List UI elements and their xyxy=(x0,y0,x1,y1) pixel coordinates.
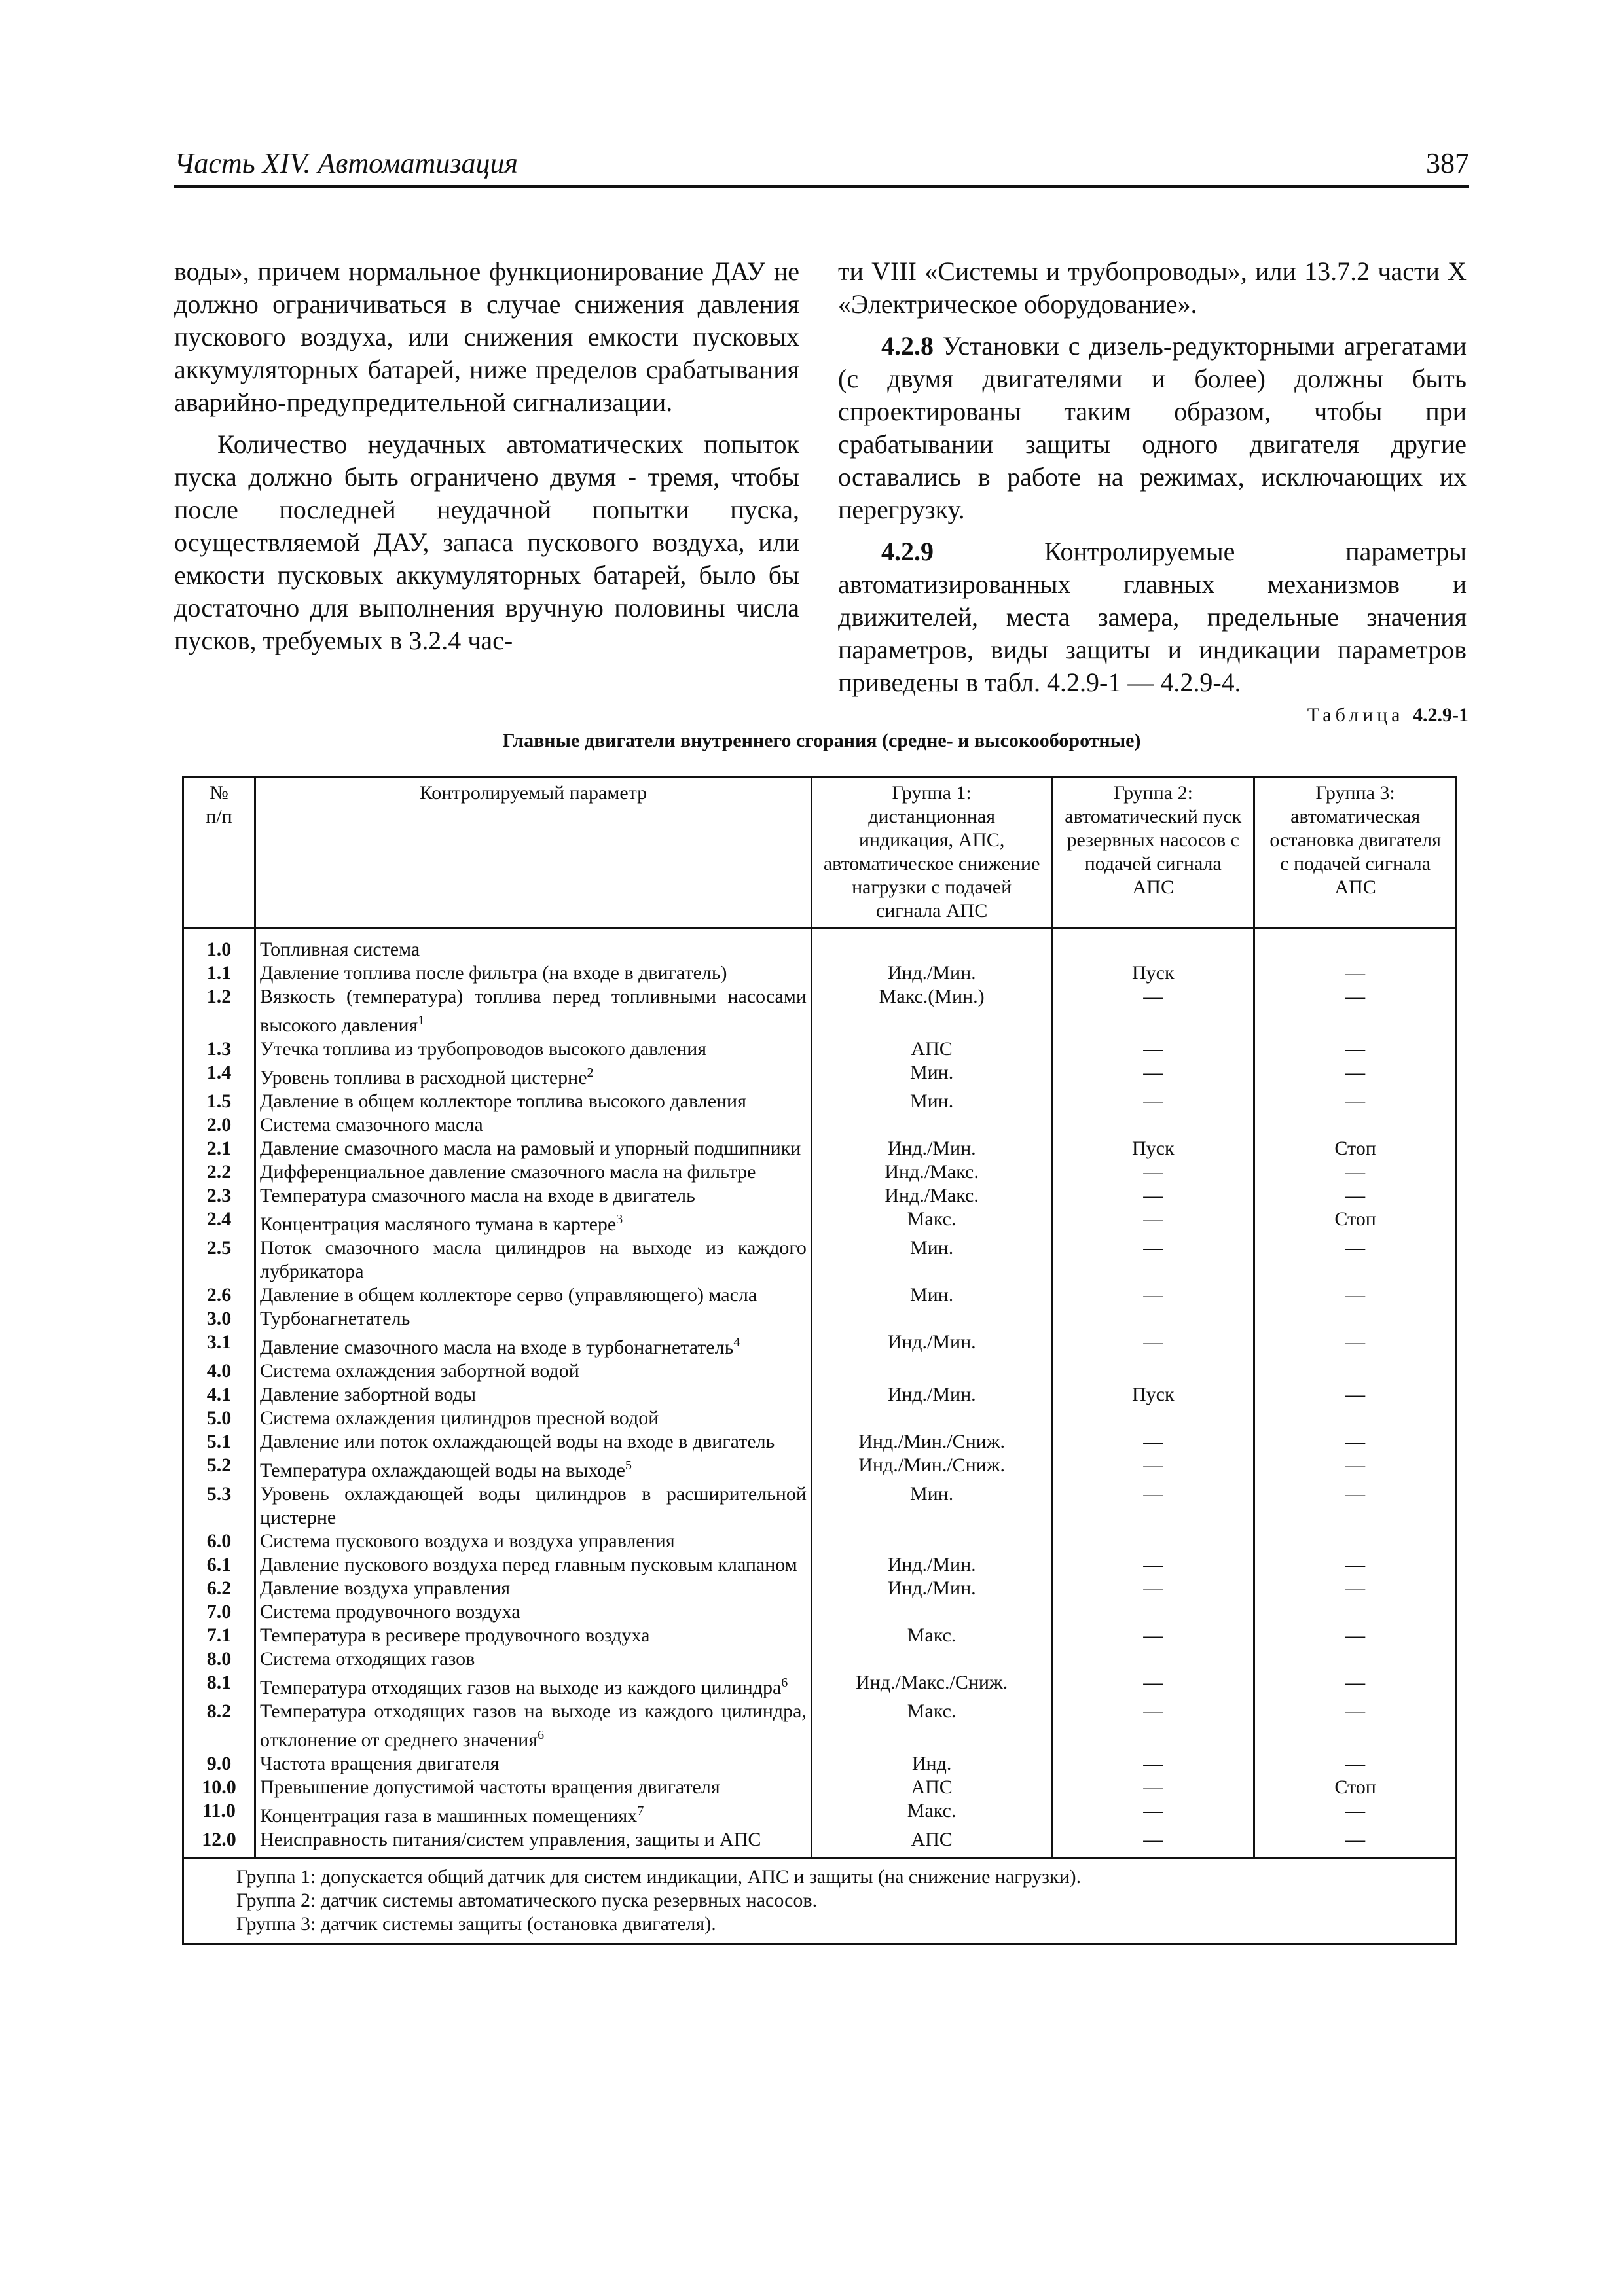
table-row xyxy=(183,1530,1457,1553)
cell-g3: — xyxy=(1254,1090,1457,1113)
cell-number: 9.0 xyxy=(183,1752,255,1776)
header-parameter: Контролируемый параметр xyxy=(255,777,812,928)
footnote-mark: 6 xyxy=(781,1676,788,1690)
cell-g1: Инд./Макс./Сниж. xyxy=(811,1671,1051,1700)
cell-g2: Пуск xyxy=(1052,961,1254,985)
cell-number: 7.0 xyxy=(183,1600,255,1624)
parameter-text: Уровень топлива в расходной цистерне xyxy=(260,1067,587,1088)
cell-number: 2.0 xyxy=(183,1113,255,1137)
footnote-mark: 2 xyxy=(587,1066,594,1080)
cell-g1: Мин. xyxy=(811,1482,1051,1530)
cell-parameter xyxy=(255,1383,812,1407)
table-row xyxy=(183,985,1457,1037)
parameter-text: Давление воздуха управления xyxy=(260,1577,511,1599)
cell-g3: — xyxy=(1254,1828,1457,1858)
paragraph-text: Установки с дизель-редукторными агрегатами (с двумя двигателями и более) должны быть спроектированы таким образом, чтобы при срабатывании защиты одного двигателя другие оставались в работе на режимах, исключающих их перегрузку. xyxy=(838,331,1467,524)
cell-g3: Стоп xyxy=(1254,1776,1457,1799)
cell-parameter xyxy=(255,1799,812,1828)
table-row xyxy=(183,1160,1457,1184)
table-notes-row xyxy=(183,1858,1457,1944)
cell-number: 12.0 xyxy=(183,1828,255,1858)
cell-parameter xyxy=(255,1137,812,1160)
footnote-mark: 5 xyxy=(625,1458,632,1473)
parameter-text: Температура в ресивере продувочного воздуха xyxy=(260,1624,650,1646)
cell-number: 1.3 xyxy=(183,1037,255,1061)
table-row xyxy=(183,1482,1457,1530)
table-row xyxy=(183,1430,1457,1454)
cell-g2: — xyxy=(1052,1236,1254,1283)
cell-number: 2.6 xyxy=(183,1283,255,1307)
cell-g1 xyxy=(811,1600,1051,1624)
cell-g3 xyxy=(1254,1307,1457,1331)
footnote-mark: 3 xyxy=(616,1212,623,1227)
header-number: № п/п xyxy=(183,777,255,928)
right-text-column xyxy=(838,255,1467,708)
cell-parameter xyxy=(255,1307,812,1331)
cell-g2 xyxy=(1052,928,1254,962)
parameter-text: Температура отходящих газов на выходе из каждого цилиндра xyxy=(260,1677,782,1698)
cell-number: 1.2 xyxy=(183,985,255,1037)
cell-parameter xyxy=(255,1061,812,1090)
cell-g1: Инд./Мин. xyxy=(811,1577,1051,1600)
cell-g3: — xyxy=(1254,1553,1457,1577)
section-number: 4.2.8 xyxy=(881,331,934,361)
table-row xyxy=(183,1383,1457,1407)
cell-g1: Инд./Мин. xyxy=(811,1331,1051,1359)
cell-number: 8.1 xyxy=(183,1671,255,1700)
table-row xyxy=(183,1090,1457,1113)
paragraph: ти VIII «Системы и трубопроводы», или 13.7.2 части X «Электрическое оборудование». xyxy=(838,257,1467,319)
cell-g3: — xyxy=(1254,1236,1457,1283)
cell-number: 11.0 xyxy=(183,1799,255,1828)
table-row xyxy=(183,1553,1457,1577)
note: Группа 2: датчик системы автоматического пуска резервных насосов. xyxy=(236,1890,818,1911)
cell-g3 xyxy=(1254,1407,1457,1430)
cell-g3: — xyxy=(1254,1037,1457,1061)
table-row xyxy=(183,1407,1457,1430)
cell-number: 2.1 xyxy=(183,1137,255,1160)
parameter-text: Давление топлива после фильтра (на входе в двигатель) xyxy=(260,962,727,984)
parameter-text: Дифференциальное давление смазочного масла на фильтре xyxy=(260,1161,756,1183)
cell-parameter xyxy=(255,1113,812,1137)
cell-parameter xyxy=(255,961,812,985)
cell-number: 2.4 xyxy=(183,1208,255,1236)
parameter-text: Утечка топлива из трубопроводов высокого давления xyxy=(260,1038,707,1060)
cell-g2: — xyxy=(1052,1283,1254,1307)
cell-parameter xyxy=(255,1530,812,1553)
cell-g2: — xyxy=(1052,1577,1254,1600)
table-row xyxy=(183,1113,1457,1137)
cell-parameter xyxy=(255,1577,812,1600)
cell-g3: — xyxy=(1254,1331,1457,1359)
cell-g2: — xyxy=(1052,1454,1254,1482)
cell-parameter xyxy=(255,1407,812,1430)
page-number: 387 xyxy=(1426,147,1469,179)
cell-g1: Мин. xyxy=(811,1283,1051,1307)
cell-g3 xyxy=(1254,1359,1457,1383)
table-caption xyxy=(1307,704,1468,726)
parameter-text: Поток смазочного масла цилиндров на выходе из каждого лубрикатора xyxy=(260,1237,807,1282)
cell-g2 xyxy=(1052,1307,1254,1331)
table-caption-number: 4.2.9-1 xyxy=(1413,704,1468,726)
cell-g2: Пуск xyxy=(1052,1383,1254,1407)
table-body xyxy=(183,928,1457,1858)
cell-g3: — xyxy=(1254,1430,1457,1454)
cell-g1: Инд. xyxy=(811,1752,1051,1776)
parameter-text: Температура охлаждающей воды на выходе xyxy=(260,1460,625,1481)
parameter-text: Система охлаждения цилиндров пресной водой xyxy=(260,1407,659,1429)
cell-g2: — xyxy=(1052,985,1254,1037)
table-row xyxy=(183,1752,1457,1776)
cell-g3 xyxy=(1254,1647,1457,1671)
parameter-text: Давление пускового воздуха перед главным пусковым клапаном xyxy=(260,1554,797,1575)
cell-g1 xyxy=(811,1113,1051,1137)
cell-number: 3.0 xyxy=(183,1307,255,1331)
cell-g3: — xyxy=(1254,1482,1457,1530)
cell-parameter xyxy=(255,1037,812,1061)
cell-g1: Инд./Макс. xyxy=(811,1184,1051,1208)
cell-number: 6.1 xyxy=(183,1553,255,1577)
cell-parameter xyxy=(255,1482,812,1530)
cell-g1: Мин. xyxy=(811,1236,1051,1283)
cell-parameter xyxy=(255,1184,812,1208)
section-number: 4.2.9 xyxy=(881,537,934,566)
table-row xyxy=(183,928,1457,962)
cell-number: 2.2 xyxy=(183,1160,255,1184)
cell-g2 xyxy=(1052,1530,1254,1553)
cell-g3: — xyxy=(1254,1061,1457,1090)
parameter-text: Вязкость (температура) топлива перед топливными насосами высокого давления xyxy=(260,986,807,1036)
cell-g1: Макс. xyxy=(811,1208,1051,1236)
cell-g1: Макс. xyxy=(811,1624,1051,1647)
cell-g2: — xyxy=(1052,1184,1254,1208)
cell-g2: — xyxy=(1052,1799,1254,1828)
table-row xyxy=(183,1283,1457,1307)
cell-g3: — xyxy=(1254,961,1457,985)
table-row xyxy=(183,1307,1457,1331)
parameter-text: Неисправность питания/систем управления, защиты и АПС xyxy=(260,1829,761,1850)
cell-g1: Макс.(Мин.) xyxy=(811,985,1051,1037)
cell-g2: — xyxy=(1052,1671,1254,1700)
cell-g1: Инд./Макс. xyxy=(811,1160,1051,1184)
cell-g1: Инд./Мин. xyxy=(811,1137,1051,1160)
parameter-text: Частота вращения двигателя xyxy=(260,1753,500,1774)
cell-number: 10.0 xyxy=(183,1776,255,1799)
cell-number: 1.5 xyxy=(183,1090,255,1113)
header-group-2: Группа 2: автоматический пуск резервных насосов с подачей сигнала АПС xyxy=(1052,777,1254,928)
cell-number: 5.3 xyxy=(183,1482,255,1530)
cell-parameter xyxy=(255,1160,812,1184)
cell-g1: Инд./Мин. xyxy=(811,1553,1051,1577)
cell-g1 xyxy=(811,1647,1051,1671)
cell-g3: — xyxy=(1254,985,1457,1037)
cell-g2: — xyxy=(1052,1700,1254,1752)
parameter-text: Система пускового воздуха и воздуха управления xyxy=(260,1530,675,1552)
cell-g2: — xyxy=(1052,1482,1254,1530)
cell-g2: — xyxy=(1052,1208,1254,1236)
table-title: Главные двигатели внутреннего сгорания (средне- и высокооборотные) xyxy=(502,730,1141,751)
cell-parameter xyxy=(255,1624,812,1647)
cell-number: 4.1 xyxy=(183,1383,255,1407)
table-caption-label: Таблица xyxy=(1307,704,1404,726)
cell-g3: — xyxy=(1254,1577,1457,1600)
parameter-text: Превышение допустимой частоты вращения двигателя xyxy=(260,1776,720,1798)
table-row xyxy=(183,1671,1457,1700)
cell-g1 xyxy=(811,928,1051,962)
note: Группа 1: допускается общий датчик для систем индикации, АПС и защиты (на снижение нагрузки). xyxy=(236,1866,1082,1888)
cell-g1 xyxy=(811,1530,1051,1553)
cell-parameter xyxy=(255,1208,812,1236)
parameter-text: Давление или поток охлаждающей воды на входе в двигатель xyxy=(260,1431,775,1452)
cell-g2: — xyxy=(1052,1160,1254,1184)
cell-g1 xyxy=(811,1359,1051,1383)
parameter-text: Концентрация газа в машинных помещениях xyxy=(260,1805,638,1827)
cell-parameter xyxy=(255,1236,812,1283)
cell-g1: АПС xyxy=(811,1037,1051,1061)
cell-g2: — xyxy=(1052,1430,1254,1454)
parameter-text: Система продувочного воздуха xyxy=(260,1601,520,1623)
table-row xyxy=(183,1799,1457,1828)
running-title: Часть XIV. Автоматизация xyxy=(174,147,518,179)
table-row xyxy=(183,1359,1457,1383)
cell-g2 xyxy=(1052,1647,1254,1671)
table-row xyxy=(183,1828,1457,1858)
cell-number: 7.1 xyxy=(183,1624,255,1647)
parameter-text: Давление забортной воды xyxy=(260,1384,477,1405)
table-row xyxy=(183,1236,1457,1283)
cell-number: 8.2 xyxy=(183,1700,255,1752)
cell-g1: Инд./Мин. xyxy=(811,961,1051,985)
left-text-column xyxy=(174,255,799,666)
cell-g1: АПС xyxy=(811,1828,1051,1858)
cell-parameter xyxy=(255,1671,812,1700)
table-row xyxy=(183,1184,1457,1208)
cell-g1: АПС xyxy=(811,1776,1051,1799)
footnote-mark: 1 xyxy=(418,1013,425,1028)
parameter-text: Турбонагнетатель xyxy=(260,1308,410,1329)
parameter-text: Концентрация масляного тумана в картере xyxy=(260,1213,617,1235)
page-header xyxy=(174,145,1469,188)
cell-g2: — xyxy=(1052,1624,1254,1647)
header-group-3: Группа 3: автоматическая остановка двигателя с подачей сигнала АПС xyxy=(1254,777,1457,928)
table-row xyxy=(183,1037,1457,1061)
parameter-text: Система отходящих газов xyxy=(260,1648,475,1670)
cell-g1: Инд./Мин. xyxy=(811,1383,1051,1407)
table-row xyxy=(183,1600,1457,1624)
cell-g3: — xyxy=(1254,1624,1457,1647)
table-row xyxy=(183,1700,1457,1752)
paragraph-4-2-8 xyxy=(838,330,1467,526)
table-row xyxy=(183,1624,1457,1647)
cell-g3: — xyxy=(1254,1383,1457,1407)
cell-parameter xyxy=(255,1647,812,1671)
cell-number: 2.5 xyxy=(183,1236,255,1283)
cell-number: 5.2 xyxy=(183,1454,255,1482)
header-group-1: Группа 1: дистанционная индикация, АПС, автоматическое снижение нагрузки с подачей сигнала АПС xyxy=(811,777,1051,928)
table-row xyxy=(183,1208,1457,1236)
parameter-text: Давление в общем коллекторе серво (управляющего) масла xyxy=(260,1284,757,1306)
footnote-mark: 7 xyxy=(637,1804,644,1818)
cell-g2: — xyxy=(1052,1752,1254,1776)
cell-g2: — xyxy=(1052,1037,1254,1061)
cell-parameter xyxy=(255,1359,812,1383)
parameter-text: Давление в общем коллекторе топлива высокого давления xyxy=(260,1090,746,1112)
cell-g2: — xyxy=(1052,1061,1254,1090)
parameter-text: Температура смазочного масла на входе в двигатель xyxy=(260,1185,695,1206)
cell-g3: — xyxy=(1254,1700,1457,1752)
cell-g3: — xyxy=(1254,1799,1457,1828)
cell-g1: Макс. xyxy=(811,1700,1051,1752)
parameters-table xyxy=(182,776,1457,1945)
table-row xyxy=(183,1776,1457,1799)
table-row xyxy=(183,1061,1457,1090)
paragraph-text: Контролируемые параметры автоматизированных главных механизмов и движителей, места замера, предельные значения параметров, виды защиты и индикации параметров приведены в табл. 4.2.9-1 — 4.2.9-4. xyxy=(838,537,1467,697)
cell-number: 5.1 xyxy=(183,1430,255,1454)
cell-parameter xyxy=(255,928,812,962)
parameter-text: Уровень охлаждающей воды цилиндров в расширительной цистерне xyxy=(260,1483,807,1528)
cell-g1 xyxy=(811,1407,1051,1430)
cell-number: 2.3 xyxy=(183,1184,255,1208)
cell-g2: — xyxy=(1052,1331,1254,1359)
cell-g2: — xyxy=(1052,1776,1254,1799)
cell-g2: — xyxy=(1052,1553,1254,1577)
cell-number: 1.4 xyxy=(183,1061,255,1090)
cell-g2: Пуск xyxy=(1052,1137,1254,1160)
table-row xyxy=(183,1647,1457,1671)
table-row xyxy=(183,1331,1457,1359)
cell-number: 8.0 xyxy=(183,1647,255,1671)
cell-g1: Макс. xyxy=(811,1799,1051,1828)
cell-g3 xyxy=(1254,928,1457,962)
table-row xyxy=(183,961,1457,985)
cell-parameter xyxy=(255,1752,812,1776)
footnote-mark: 4 xyxy=(733,1335,740,1350)
cell-parameter xyxy=(255,1454,812,1482)
cell-g3 xyxy=(1254,1600,1457,1624)
cell-parameter xyxy=(255,1700,812,1752)
cell-parameter xyxy=(255,1283,812,1307)
cell-g2 xyxy=(1052,1600,1254,1624)
cell-parameter xyxy=(255,1331,812,1359)
cell-g1 xyxy=(811,1307,1051,1331)
cell-g3: — xyxy=(1254,1671,1457,1700)
note: Группа 3: датчик системы защиты (остановка двигателя). xyxy=(236,1913,716,1935)
cell-g3: — xyxy=(1254,1184,1457,1208)
cell-g3: — xyxy=(1254,1454,1457,1482)
cell-number: 6.2 xyxy=(183,1577,255,1600)
table-notes xyxy=(183,1858,1457,1944)
cell-number: 6.0 xyxy=(183,1530,255,1553)
cell-g2 xyxy=(1052,1359,1254,1383)
cell-parameter xyxy=(255,1600,812,1624)
cell-g1: Мин. xyxy=(811,1061,1051,1090)
table-row xyxy=(183,1137,1457,1160)
cell-number: 4.0 xyxy=(183,1359,255,1383)
parameter-text: Топливная система xyxy=(260,939,420,960)
table-header-row xyxy=(183,777,1457,928)
cell-parameter xyxy=(255,1430,812,1454)
paragraph: воды», причем нормальное функционирование ДАУ не должно ограничиваться в случае снижения давления пускового воздуха, или снижения емкости пусковых аккумуляторных батарей, ниже пределов срабатывания аварийно-предупредительной сигнализации. xyxy=(174,257,799,417)
cell-parameter xyxy=(255,1828,812,1858)
cell-parameter xyxy=(255,1776,812,1799)
parameter-text: Давление смазочного масла на рамовый и упорный подшипники xyxy=(260,1138,801,1159)
cell-g1: Инд./Мин./Сниж. xyxy=(811,1430,1051,1454)
cell-g3 xyxy=(1254,1113,1457,1137)
parameter-text: Температура отходящих газов на выходе из каждого цилиндра, отклонение от среднего значения xyxy=(260,1700,807,1751)
cell-g3: — xyxy=(1254,1752,1457,1776)
paragraph: Количество неудачных автоматических попыток пуска должно быть ограничено двумя - тремя, чтобы после последней неудачной попытки пуска, осуществляемой ДАУ, запаса пускового воздуха, или емкости пусковых аккумуляторных батарей, было бы достаточно для выполнения вручную половины числа пусков, требуемых в 3.2.4 час- xyxy=(174,429,799,655)
table-row xyxy=(183,1454,1457,1482)
cell-g3: — xyxy=(1254,1283,1457,1307)
cell-parameter xyxy=(255,1553,812,1577)
paragraph-4-2-9 xyxy=(838,535,1467,699)
footnote-mark: 6 xyxy=(538,1728,545,1742)
cell-g2: — xyxy=(1052,1828,1254,1858)
cell-number: 1.1 xyxy=(183,961,255,985)
parameter-text: Система смазочного масла xyxy=(260,1114,483,1136)
cell-number: 3.1 xyxy=(183,1331,255,1359)
parameter-text: Система охлаждения забортной водой xyxy=(260,1360,579,1382)
cell-g1: Мин. xyxy=(811,1090,1051,1113)
cell-number: 1.0 xyxy=(183,928,255,962)
cell-g3: — xyxy=(1254,1160,1457,1184)
parameter-text: Давление смазочного масла на входе в турбонагнетатель xyxy=(260,1336,734,1358)
cell-g1: Инд./Мин./Сниж. xyxy=(811,1454,1051,1482)
cell-g3: Стоп xyxy=(1254,1137,1457,1160)
cell-g2: — xyxy=(1052,1090,1254,1113)
table-row xyxy=(183,1577,1457,1600)
cell-parameter xyxy=(255,1090,812,1113)
cell-number: 5.0 xyxy=(183,1407,255,1430)
cell-g2 xyxy=(1052,1113,1254,1137)
cell-parameter xyxy=(255,985,812,1037)
cell-g3 xyxy=(1254,1530,1457,1553)
cell-g2 xyxy=(1052,1407,1254,1430)
cell-g3: Стоп xyxy=(1254,1208,1457,1236)
